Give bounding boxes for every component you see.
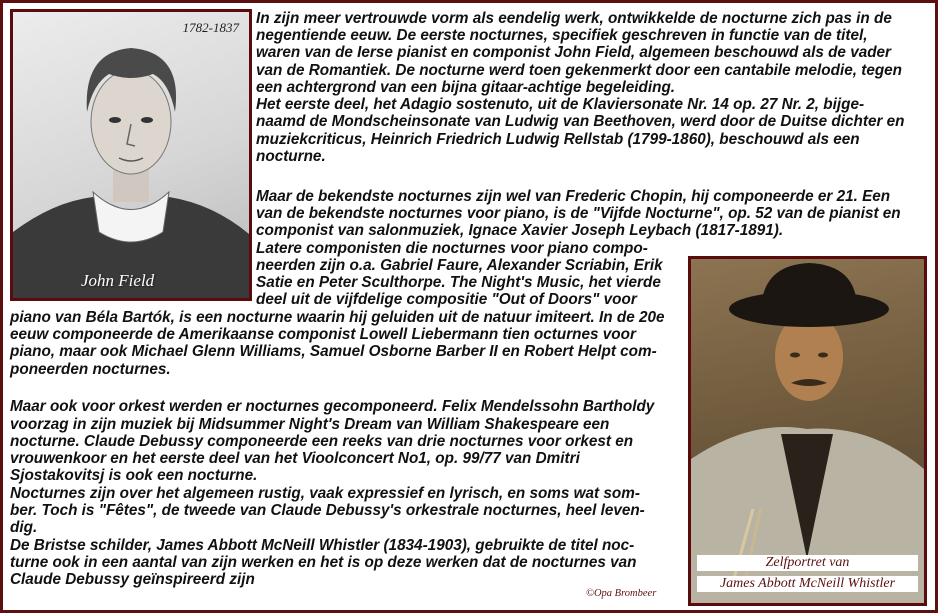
text-line: poneerden nocturnes. xyxy=(10,361,171,378)
credit-label: ©Opa Brombeer xyxy=(586,588,657,599)
john-field-portrait xyxy=(10,9,252,301)
text-line: ber. Toch is "Fêtes", de tweede van Claude Debussy's orkestrale nocturnes, heel leven- xyxy=(10,502,645,519)
text-line: Maar ook voor orkest werden er nocturnes gecomponeerd. Felix Mendelssohn Bartholdy xyxy=(10,398,655,415)
text-line: negentiende eeuw. De eerste nocturnes, specifiek geschreven in functie van de titel, xyxy=(256,27,868,44)
text-line: turne ook in een aantal van zijn werken en het is op deze werken dat de nocturnes van xyxy=(10,554,637,571)
text-line: nocturne. xyxy=(256,148,326,165)
text-line: nocturne. Claude Debussy componeerde een reeks van drie nocturnes voor orkest en xyxy=(10,433,634,450)
whistler-painting xyxy=(691,259,924,603)
text-line: van de bekendste nocturnes voor piano, is de "Vijfde Nocturne", op. 52 van de pianist en xyxy=(256,205,901,222)
text-line: deel uit de vijfdelige compositie "Out of Doors" voor xyxy=(256,291,637,308)
text-line: vrouwenkoor en het eerste deel van het Vioolconcert No1, op. 99/77 van Dmitri xyxy=(10,450,580,467)
years-label: 1782-1837 xyxy=(182,20,239,35)
text-line: eeuw componeerde de Amerikaanse componist Lowell Liebermann tien octurnes voor xyxy=(10,326,636,343)
text-line: van de Romantiek. De nocturne werd toen gekenmerkt door een cantabile melodie, tegen xyxy=(256,62,903,79)
text-line: Het eerste deel, het Adagio sostenuto, uit de Klaviersonate Nr. 14 op. 27 Nr. 2, bijge- xyxy=(256,96,865,113)
text-line: In zijn meer vertrouwde vorm als eendelig werk, ontwikkelde de nocturne zich pas in de xyxy=(256,10,892,27)
whistler-caption-line2: James Abbott McNeill Whistler xyxy=(697,576,918,592)
text-line: een achtergrond van een bijna gitaar-achtige begeleiding. xyxy=(256,79,676,96)
text-line: dig. xyxy=(10,519,38,536)
john-field-name: John Field xyxy=(81,271,155,290)
text-line: componist van salonmuziek, Ignace Xavier Joseph Leybach (1817-1891). xyxy=(256,222,784,239)
text-line: piano van Béla Bartók, is een nocturne waarin hij geluiden uit de natuur imiteert. In de 20e xyxy=(10,309,665,326)
text-line: muziekcriticus, Heinrich Friedrich Ludwig Rellstab (1799-1860), beschouwd als een xyxy=(256,131,860,148)
text-line: Maar de bekendste nocturnes zijn wel van Frederic Chopin, hij componeerde er 21. Een xyxy=(256,188,891,205)
text-line: De Bristse schilder, James Abbott McNeill Whistler (1834-1903), gebruikte de titel noc- xyxy=(10,537,635,554)
text-line: neerden zijn o.a. Gabriel Faure, Alexander Scriabin, Erik xyxy=(256,257,663,274)
text-line: waren van de Ierse pianist en componist John Field, algemeen beschouwd als de vader xyxy=(256,44,892,61)
john-field-engraving xyxy=(13,12,249,298)
text-line: naamd de Mondscheinsonate van Ludwig van Beethoven, werd door de Duitse dichter en xyxy=(256,113,905,130)
text-line: piano, maar ook Michael Glenn Williams, Samuel Osborne Barber II en Robert Helpt com- xyxy=(10,343,657,360)
text-line: Latere componisten die nocturnes voor piano compo- xyxy=(256,240,648,257)
text-line: Sjostakovitsj is ook een nocturne. xyxy=(10,467,258,484)
text-line: Satie en Peter Sculthorpe. The Night's Music, het vierde xyxy=(256,274,661,291)
whistler-caption-line1: Zelfportret van xyxy=(697,555,918,571)
whistler-portrait xyxy=(688,256,927,606)
text-line: voorzag in zijn muziek bij Midsummer Night's Dream van William Shakespeare een xyxy=(10,416,610,433)
text-line: Claude Debussy geïnspireerd zijn xyxy=(10,571,255,588)
text-line: Nocturnes zijn over het algemeen rustig, vaak expressief en lyrisch, en soms wat som- xyxy=(10,485,640,502)
